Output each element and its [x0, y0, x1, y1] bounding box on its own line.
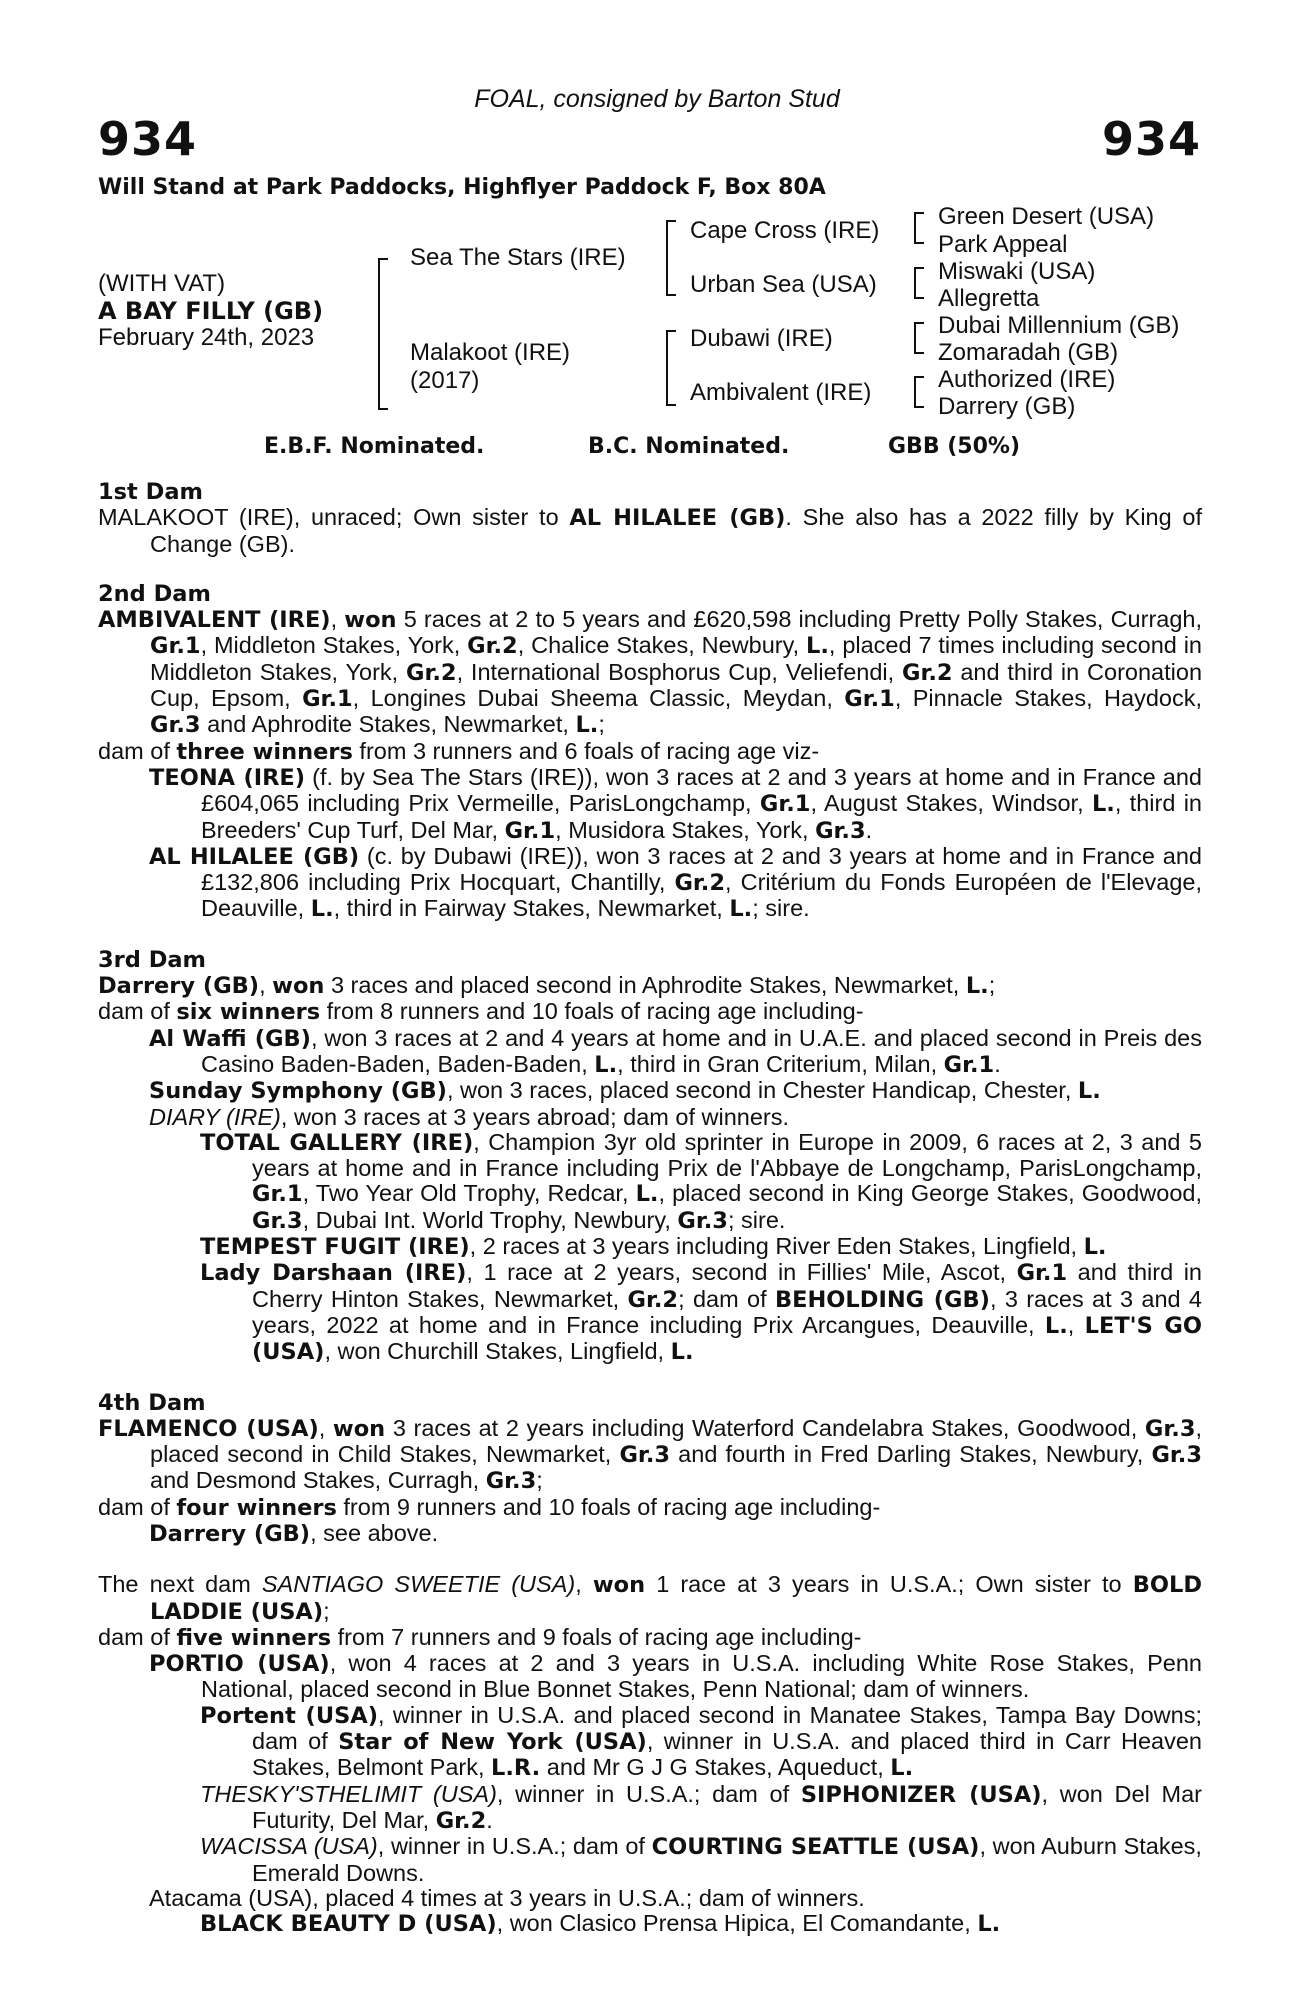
produce-total-gallery: TOTAL GALLERY (IRE), Champion 3yr old sprinter in Europe in 2009, 6 races at 2, 3 and 5 years at home and in France including Prix de l'Abbaye de Longchamp, ParisLongchamp, Gr.1, Two Year Old Trophy, Redcar, L., placed second in King George Stakes, Goodwood, Gr.3, Dubai Int. World Trophy, Newbury, Gr.3; sire. [200, 1128, 1202, 1234]
fourth-dam-entry: FLAMENCO (USA), won 3 races at 2 years including Waterford Candelabra Stakes, Goodwood, Gr.3, placed second in Child Stakes, Newmarket, Gr.3 and fourth in Fred Darling Stakes, Newbury, Gr.3 and Desmond Stakes, Curragh, Gr.3; [98, 1414, 1203, 1495]
produce-sunday-symphony: Sunday Symphony (GB), won 3 races, placed second in Chester Handicap, Chester, L. [149, 1077, 1101, 1105]
gen3-7: Authorized (IRE) [938, 366, 1116, 393]
first-dam-entry: MALAKOOT (IRE), unraced; Own sister to AL HILALEE (GB). She also has a 2022 filly by King of Change (GB). [98, 504, 1202, 557]
heading-2nd-dam: 2nd Dam [98, 580, 211, 607]
brace-gen2-bottom [666, 330, 676, 406]
brace-gen1 [378, 258, 388, 410]
vat-note: (WITH VAT) [98, 270, 226, 297]
gen3-8: Darrery (GB) [938, 393, 1076, 420]
brace-gen3-4 [914, 376, 924, 408]
dam: Malakoot (IRE) [410, 339, 571, 366]
ebf-nomination: E.B.F. Nominated. [264, 434, 485, 459]
stand-location: Will Stand at Park Paddocks, Highflyer Paddock F, Box 80A [98, 175, 826, 200]
gen3-6: Zomaradah (GB) [938, 339, 1119, 366]
produce-wacissa: WACISSA (USA), winner in U.S.A.; dam of COURTING SEATTLE (USA), won Auburn Stakes, Emerald Downs. [200, 1833, 1202, 1886]
produce-atacama: Atacama (USA), placed 4 times at 3 years in U.S.A.; dam of winners. [149, 1884, 865, 1911]
sire-dam: Urban Sea (USA) [690, 271, 877, 298]
heading-1st-dam: 1st Dam [98, 479, 203, 505]
lot-number-right: 934 [1101, 112, 1201, 166]
heading-3rd-dam: 3rd Dam [98, 946, 206, 973]
brace-gen2-top [666, 220, 676, 296]
dam-sire: Dubawi (IRE) [690, 325, 833, 352]
gen3-4: Allegretta [938, 285, 1040, 312]
heading-4th-dam: 4th Dam [98, 1389, 206, 1416]
brace-gen3-3 [914, 322, 924, 354]
sire: Sea The Stars (IRE) [410, 244, 626, 271]
next-dam-entry: The next dam SANTIAGO SWEETIE (USA), won 1 race at 3 years in U.S.A.; Own sister to BOLD LADDIE (USA); [98, 1571, 1203, 1625]
horse-name: A BAY FILLY (GB) [98, 297, 324, 325]
sire-sire: Cape Cross (IRE) [690, 217, 880, 244]
produce-black-beauty-d: BLACK BEAUTY D (USA), won Clasico Prensa Hipica, El Comandante, L. [200, 1910, 1001, 1938]
gen3-1: Green Desert (USA) [938, 203, 1155, 230]
brace-gen3-2 [914, 267, 924, 299]
produce-al-waffi: Al Waffi (GB), won 3 races at 2 and 4 years at home and in U.A.E. and placed second in Preis des Casino Baden-Baden, Baden-Baden, L., third in Gran Criterium, Milan, Gr.1. [149, 1024, 1202, 1078]
produce-diary: DIARY (IRE), won 3 races at 3 years abroad; dam of winners. [149, 1103, 790, 1130]
produce-portio: PORTIO (USA), won 4 races at 2 and 3 years in U.S.A. including White Rose Stakes, Penn National, placed second in Blue Bonnet Stakes, Penn National; dam of winners. [149, 1650, 1202, 1703]
produce-teona: TEONA (IRE) (f. by Sea The Stars (IRE)), won 3 races at 2 and 3 years at home and in France and £604,065 including Prix Vermeille, ParisLongchamp, Gr.1, August Stakes, Windsor, L., third in Breeders' Cup Turf, Del Mar, Gr.1, Musidora Stakes, York, Gr.3. [149, 763, 1202, 844]
produce-lady-darshaan: Lady Darshaan (IRE), 1 race at 2 years, second in Fillies' Mile, Ascot, Gr.1 and third in Cherry Hinton Stakes, Newmarket, Gr.2; dam of BEHOLDING (GB), 3 races at 3 and 4 years, 2022 at home and in France including Prix Arcangues, Deauville, L., LET'S GO (USA), won Churchill Stakes, Lingfield, L. [200, 1259, 1202, 1366]
produce-al-hilalee: AL HILALEE (GB) (c. by Dubawi (IRE)), won 3 races at 2 and 3 years at home and in France and £132,806 including Prix Hocquart, Chantilly, Gr.2, Critérium du Fonds Européen de l'Elevage, Deauville, L., third in Fairway Stakes, Newmarket, L.; sire. [149, 842, 1203, 923]
gen3-2: Park Appeal [938, 231, 1068, 258]
gen3-3: Miswaki (USA) [938, 258, 1096, 285]
gbb-note: GBB (50%) [888, 434, 1021, 459]
produce-portent: Portent (USA), winner in U.S.A. and placed second in Manatee Stakes, Tampa Bay Downs; dam of Star of New York (USA), winner in U.S.A. and placed third in Carr Heaven Stakes, Belmont Park, L.R. and Mr G J G Stakes, Aqueduct, L. [200, 1701, 1203, 1782]
foaling-date: February 24th, 2023 [98, 324, 315, 351]
catalogue-text [98, 480, 1202, 1937]
next-dam-produce-summary: dam of five winners from 7 runners and 9 foals of racing age including- [98, 1623, 862, 1651]
second-dam-entry: AMBIVALENT (IRE), won 5 races at 2 to 5 years and £620,598 including Pretty Polly Stakes, Curragh, Gr.1, Middleton Stakes, York, Gr.2, Chalice Stakes, Newbury, L., placed 7 times including second in Middleton Stakes, York, Gr.2, International Bosphorus Cup, Veliefendi, Gr.2 and third in Coronation Cup, Epsom, Gr.1, Longines Dubai Sheema Classic, Meydan, Gr.1, Pinnacle Stakes, Haydock, Gr.3 and Aphrodite Stakes, Newmarket, L.; [98, 606, 1203, 739]
produce-theskysthelimit: THESKY'STHELIMIT (USA), winner in U.S.A.; dam of SIPHONIZER (USA), won Del Mar Futurity, Del Mar, Gr.2. [200, 1780, 1202, 1834]
dam-dam: Ambivalent (IRE) [690, 379, 872, 406]
dam-year: (2017) [410, 367, 480, 394]
brace-gen3-1 [914, 212, 924, 244]
lot-number-left: 934 [98, 112, 198, 166]
produce-tempest-fugit: TEMPEST FUGIT (IRE), 2 races at 3 years including River Eden Stakes, Lingfield, L. [200, 1233, 1107, 1261]
second-dam-produce-summary: dam of three winners from 3 runners and 6 foals of racing age viz- [98, 737, 820, 765]
third-dam-entry: Darrery (GB), won 3 races and placed second in Aphrodite Stakes, Newmarket, L.; [98, 972, 996, 1000]
produce-darrery: Darrery (GB), see above. [149, 1519, 439, 1547]
gen3-5: Dubai Millennium (GB) [938, 312, 1180, 339]
bc-nomination: B.C. Nominated. [588, 434, 790, 459]
fourth-dam-produce-summary: dam of four winners from 9 runners and 10 foals of racing age including- [98, 1493, 881, 1521]
third-dam-produce-summary: dam of six winners from 8 runners and 10 foals of racing age including- [98, 998, 864, 1026]
consignment-line: FOAL, consigned by Barton Stud [474, 85, 840, 113]
